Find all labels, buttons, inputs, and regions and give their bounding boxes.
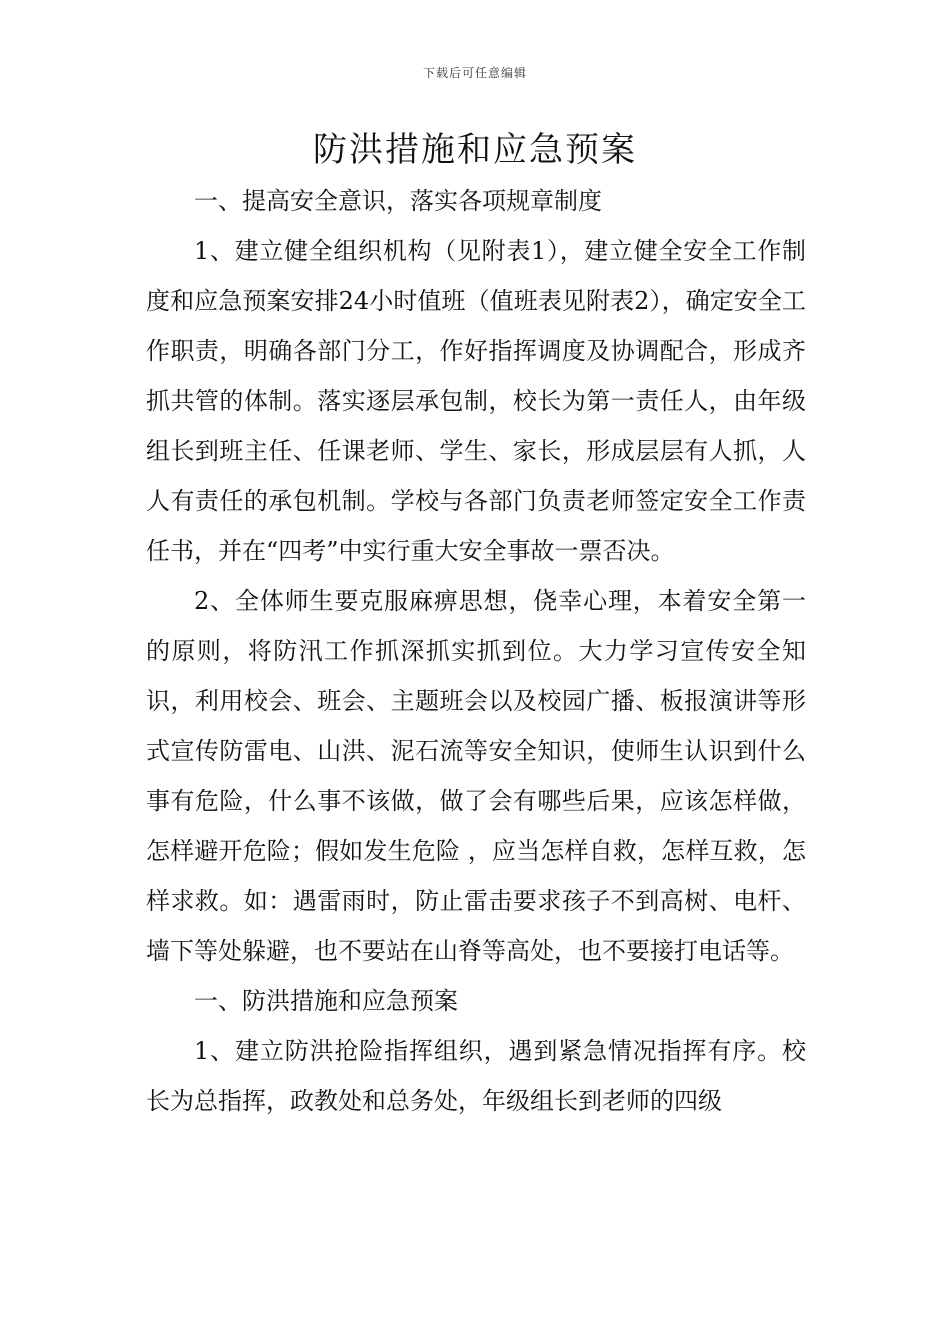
- header-note: 下载后可任意编辑: [422, 66, 527, 80]
- paragraph-2: 2、全体师生要克服麻痹思想，侥幸心理，本着安全第一的原则，将防汛工作抓深抓实抓到位。大力学习宣传安全知识，利用校会、班会、主题班会以及校园广播、板报演讲等形式宣传防雷电、山洪、泥石流等安全知识，使师生认识到什么事有危险，什么事不该做，做了会有哪些后果，应该怎样做，怎样避开危险；假如发生危险 ，应当怎样自救，怎样互救，怎样求救。如：遇雷雨时，防止雷击要求孩子不到高树、电杆、墙下等处躲避，也不要站在山脊等高处，也不要接打电话等。: [146, 587, 806, 965]
- paragraph-3: 1、建立防洪抢险指挥组织，遇到紧急情况指挥有序。校长为总指挥，政教处和总务处，年级组长到老师的四级: [146, 1037, 806, 1115]
- document-title: 防洪措施和应急预案: [313, 130, 637, 170]
- section-heading-1: 一、提高安全意识，落实各项规章制度: [194, 187, 602, 215]
- paragraph-1: 1、建立健全组织机构（见附表1），建立健全安全工作制度和应急预案安排24小时值班（值班表见附表2），确定安全工作职责，明确各部门分工，作好指挥调度及协调配合，形成齐抓共管的体制。落实逐层承包制，校长为第一责任人，由年级组长到班主任、任课老师、学生、家长，形成层层有人抓，人人有责任的承包机制。学校与各部门负责老师签定安全工作责任书，并在“四考”中实行重大安全事故一票否决。: [146, 237, 806, 565]
- document-body: [146, 176, 806, 1126]
- section-heading-2: 一、防洪措施和应急预案: [194, 987, 458, 1015]
